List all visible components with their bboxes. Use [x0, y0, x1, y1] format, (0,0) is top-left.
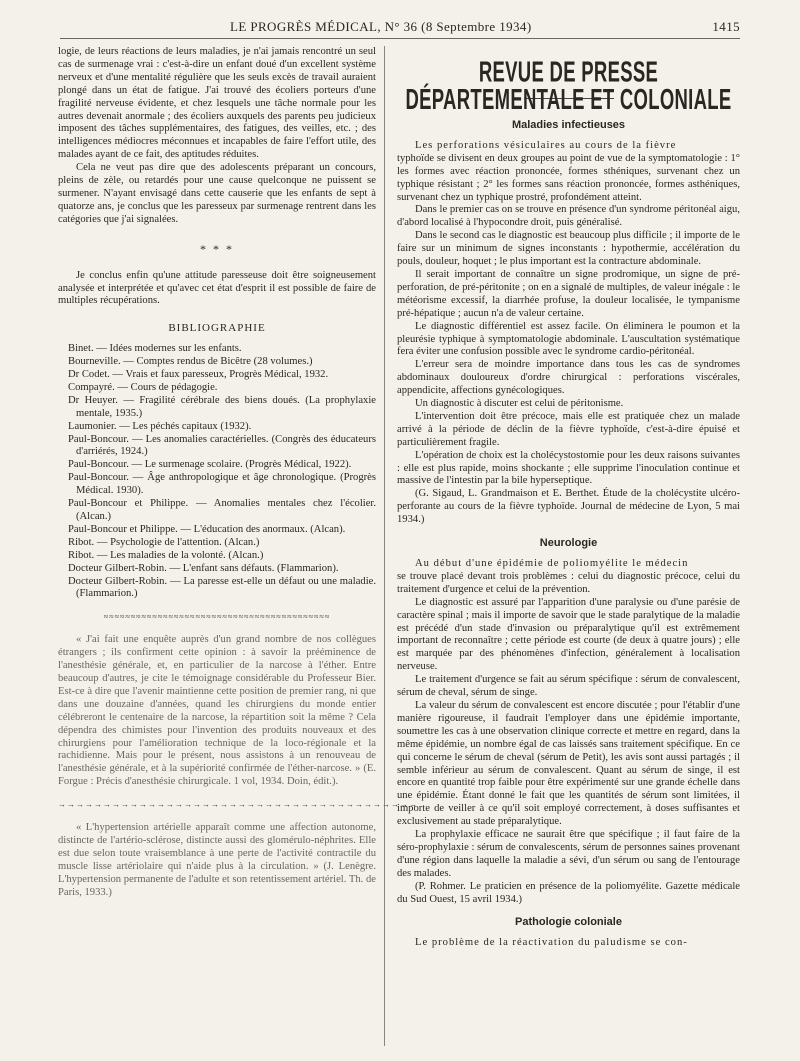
bibliography-entry: Paul-Boncour et Philippe. — Anomalies mentales chez l'écolier. (Alcan.): [68, 498, 376, 522]
bibliography-entry: Ribot. — Les maladies de la volonté. (Alcan.): [68, 549, 264, 561]
infectieuses-paragraph: L'intervention doit être précoce, mais elle est pratiquée chez un malade arrivé à la période de déclin de la fièvre typhoïde, c'est-à-dire épuisé et particulièrement fragile.: [397, 410, 740, 448]
neurologie-paragraph: se trouve placé devant trois problèmes : celui du diagnostic précoce, celui du traitement d'urgence et celui de la prévention.: [397, 570, 740, 595]
heading-pathologie-coloniale: Pathologie coloniale: [515, 916, 622, 929]
bibliography-entry: Paul-Boncour. — Âge anthropologique et âge chronologique. (Progrès Médical. 1930).: [68, 472, 376, 497]
infectieuses-paragraph: Dans le second cas le diagnostic est beaucoup plus difficile ; il importe de le faire sur un minimum de signes inconstants : hypothermie, accélération du pouls, douleur, hoquet ; le plus important est la contracture abdominale.: [397, 230, 740, 268]
conclusion-paragraph: Je conclus enfin qu'une attitude paresseuse doit être soigneusement analysée et interprétée et qu'avec cet état d'esprit il est possible de faire de multiples récupérations.: [58, 269, 376, 307]
infectieuses-citation: (G. Sigaud, L. Grandmaison et E. Berthet. Étude de la cholécystite ulcéro-perforante au cours de la fièvre typhoïde. Journal de médecine de Lyon, 5 mai 1934.): [397, 488, 740, 526]
bibliography-entry: Paul-Boncour. — Les anomalies caractérielles. (Congrès des éducateurs d'arriérés, 1924.): [68, 433, 376, 458]
left-column: [58, 46, 418, 899]
infectieuses-paragraph: L'erreur sera de moindre importance dans tous les cas de syndromes abdominaux douloureux d'ordre chirurgical : perforations viscérales, appendicite, affections gynécologiques.: [397, 359, 740, 397]
bibliography-entry: Paul-Boncour. — Le surmenage scolaire. (Progrès Médical, 1922).: [68, 459, 352, 471]
neurologie-paragraph: Le traitement d'urgence se fait au sérum spécifique : sérum de convalescent, sérum de cheval, sérum de singe.: [397, 674, 740, 699]
bibliography-entry: Paul-Boncour et Philippe. — L'éducation des anormaux. (Alcan).: [68, 523, 346, 535]
neurologie-paragraph: La prophylaxie efficace ne saurait être que spécifique ; il faut faire de la séro-prophylaxie : sérum de convalescents, sérum de personnes saines provenant d'une région dans laquelle la maladie a sévi, d'un sérum ou sang de l'entourage des malades.: [397, 829, 740, 879]
bibliography-entry: Ribot. — Psychologie de l'attention. (Alcan.): [68, 536, 260, 548]
infectieuses-lead-line: Les perforations vésiculaires au cours de la fièvre: [415, 139, 677, 151]
header-rule: [60, 38, 740, 39]
intro-paragraph-1: logie, de leurs réactions de leurs maladies, je n'ai jamais rencontré un seul cas de surmenage vrai : c'est-à-dire un enfant doué d'un excellent système nerveux et d'une mentalité régulière que les seuls excès de travail auraient plongé dans un état de fatigue. J'ai trouvé des écoliers porteurs d'une fragilité nerveuse évidente, et chez lesquels une tâche normale pour les autres devenait anormale ; des écoliers auxquels des parents peu judicieux imposent des tâches supplémentaires, des fatigues, des veilles, etc. ; des intelligences médiocres méconnues et incapables de faire l'effort utile, des malades ayant de ce fait, des aptitudes réduites.: [58, 46, 376, 161]
bibliography-entry: Docteur Gilbert-Robin. — La paresse est-elle un défaut ou une maladie. (Flammarion.): [68, 575, 376, 600]
infectieuses-paragraph: Le diagnostic différentiel est assez facile. On éliminera le poumon et la pleurésie typhique à symptomatologie abdominale. L'auscultation systématique fera éviter une confusion possible avec le syndrome cardio-péritonéal.: [397, 320, 740, 358]
bibliography-entry: Compayré. — Cours de pédagogie.: [68, 381, 218, 393]
running-header: [60, 16, 740, 38]
intro-paragraph-2: Cela ne veut pas dire que des adolescents préparant un concours, pleins de zèle, ou retardés pour une cause quelconque ne puissent se surmener. N'ayant envisagé dans cette causerie que les enfants de sept à quatorze ans, je conclus que les paresseux par surmenage rentrent dans les catégories que j'ai signalées.: [58, 162, 376, 225]
infectieuses-paragraph: typhoïde se divisent en deux groupes au point de vue de la symptomatologie : 1° les formes avec réaction prononcée, formes sthéniques, survenant chez un typhique résistant ; 2° les formes sans réaction prononcée, formes asthéniques, survenant chez un typhique prostré, profondément atteint.: [397, 152, 740, 203]
neurologie-paragraph: La valeur du sérum de convalescent est encore discutée ; pour l'établir d'une manière rigoureuse, il faudrait l'employer dans une épidémie importante, soumettre les cas à une observation clinique correcte et mettre en regard, dans la même épidémie, un nombre égal de cas laissés sans traitement spécifique. En ce qui concerne le sérum de cheval (sérum de Petit), les avis sont aussi partagés ; il semble inférieur au sérum de convalescent. Quant au sérum de singe, il est encore en quantité trop faible pour être expérimenté sur une grande échelle dans une épidémie. Étant donné le fait que les quantités de sérum sont limitées, il importe de veiller à ce qu'il soit employé correctement, à doses suffisantes et exclusivement au stade préparalytique.: [397, 699, 740, 828]
bibliography-entry: Docteur Gilbert-Robin. — L'enfant sans défauts. (Flammarion).: [68, 562, 339, 574]
bibliography-entry: Dr Heuyer. — Fragilité cérébrale des biens doués. (La prophylaxie mentale, 1935.): [68, 394, 376, 419]
neurologie-paragraph: Le diagnostic est assuré par l'apparition d'une paralysie ou d'une parésie de caractère spinal ; mais il importe de savoir que le stade paralytique de la maladie est précédé d'un stade d'invasion ou préparalytique qu'il est extrêmement important de reconnaître ; cette période est courte (de deux à quatre jours) ; elle est marquée par des phénomènes d'infection, généralement à localisation nerveuse.: [397, 596, 740, 673]
infectieuses-paragraph: L'opération de choix est la cholécystostomie pour les deux raisons suivantes : elle est plus rapide, moins shockante ; elle supprime l'inoculation continue et massive de l'intestin par la bile hyperseptique.: [397, 449, 740, 487]
neurologie-lead-line: Au début d'une épidémie de poliomyélite le médecin: [415, 558, 689, 569]
ornamental-divider-2: →→→→→→→→→→→→→→→→→→→→→→→→→→→→→→→→→→→→→→→→: [58, 800, 418, 810]
journal-title: LE PROGRÈS MÉDICAL, N° 36 (8 Septembre 1934): [230, 19, 532, 34]
ornamental-divider: ≈≈≈≈≈≈≈≈≈≈≈≈≈≈≈≈≈≈≈≈≈≈≈≈≈≈≈≈≈≈≈≈≈≈≈≈≈≈≈≈≈≈: [103, 612, 331, 622]
bibliography-list: [58, 343, 376, 601]
page-number: 1415: [712, 19, 740, 34]
quote-hypertension: « L'hypertension artérielle apparaît comme une affection autonome, distincte de l'artério-sclérose, distincte aussi des glomérulo-néphrites. Elle est due selon toute vraisemblance à une perte de l'activité contractile du muscle lisse artériolaire qui n'aide plus à la circulation. » (J. Lenègre. L'hypertension permanente de l'adulte et son retentissement artériel. Th. de Paris, 1933.): [58, 822, 376, 898]
column-divider: [384, 46, 385, 1046]
right-column: [397, 46, 740, 950]
neurologie-citation: (P. Rohmer. Le praticien en présence de la poliomyélite. Gazette médicale du Sud Ouest, 15 avril 1934.): [397, 880, 740, 905]
infectieuses-paragraph: Dans le premier cas on se trouve en présence d'un syndrome péritonéal aigu, d'abord localisé à l'hypocondre droit, puis généralisé.: [397, 204, 740, 229]
bibliography-entry: Binet. — Idées modernes sur les enfants.: [68, 343, 242, 355]
section-title: REVUE DE PRESSE DÉPARTEMENTALE ET COLONIALE: [405, 54, 732, 116]
coloniale-lead-line: Le problème de la réactivation du paludisme se con-: [415, 937, 688, 949]
bibliography-entry: Bourneville. — Comptes rendus de Bicêtre (28 volumes.): [68, 356, 313, 368]
bibliography-entry: Laumonier. — Les péchés capitaux (1932).: [68, 420, 252, 432]
infectieuses-paragraph: Il serait important de connaître un signe prodromique, un signe de pré-perforation, de pré-péritonite ; on en a signalé de multiples, de valeur inégale : le météorisme excessif, la diarrhée profuse, la douleur localisée, le tympanisme pré-hépatique ; aucun n'a de valeur certaine.: [397, 268, 740, 319]
heading-maladies-infectieuses: Maladies infectieuses: [511, 119, 626, 131]
quote-anesthesie: « J'ai fait une enquête auprès d'un grand nombre de nos collègues étrangers ; ils confirment cette opinion : à savoir la prééminence de l'anesthésie générale, et, en particulier de la narcose à l'éther. Entre beaucoup d'autres, je cite le témoignage considérable du Professeur Bier. Est-ce à dire que l'avenir maintienne cette position de premier rang, ni que dans une douzaine d'années, quand les chirurgiens du monde entier célébreront le centenaire de la narcose, la répartition soit la même ? Cela dépendra des chimistes pour l'invention des produits nouveaux et des chirurgiens pour l'amélioration technique de la loco-régionale et la rachidienne. Mais pour le présent, nous assistons à un renouveau de l'anesthésie générale, et à la supériorité confirmée de l'éther-narcose. » (E. Forgue : Précis d'anesthésie chirurgicale. 1 vol, 1934. Doin, édit.).: [58, 634, 376, 788]
infectieuses-paragraph: Un diagnostic à discuter est celui de péritonisme.: [415, 398, 624, 410]
bibliography-entry: Dr Codet. — Vrais et faux paresseux, Progrès Médical, 1932.: [68, 369, 329, 381]
heading-neurologie: Neurologie: [539, 537, 598, 550]
asterism-ornament: * * *: [200, 241, 234, 256]
bibliography-heading: BIBLIOGRAPHIE: [168, 322, 266, 335]
